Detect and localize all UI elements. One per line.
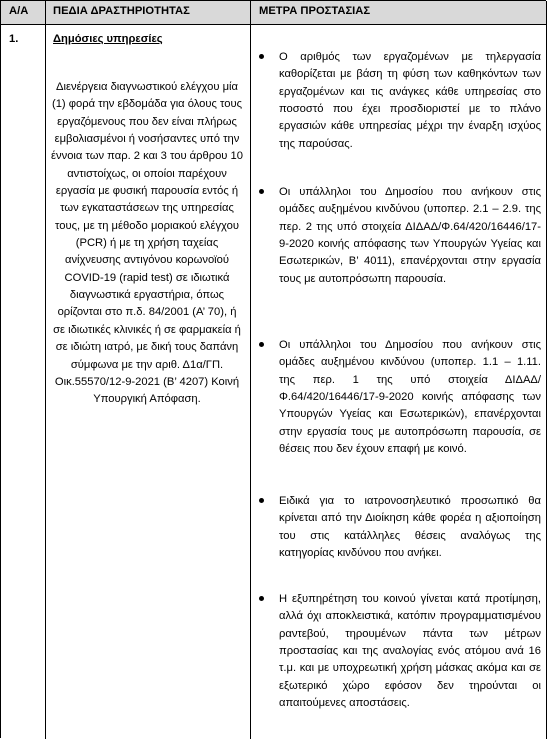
bullet-icon — [259, 342, 264, 347]
measure-text: Οι υπάλληλοι του Δημοσίου που ανήκουν στις ομάδες αυξημένου κινδύνου (υποπερ. 2.1 – 2.9. της περ. 2 της υπό στοιχεία ΔΙΔΑΔ/Φ.64/420/16446/17-9-2020 κοινής απόφασης των Υπουργών Υγείας και Εσωτερικών, Β’ 4011), επανέρχονται στην εργασία τους με αυτοπρόσωπη παρουσία. — [279, 186, 541, 285]
bullet-icon — [259, 498, 264, 503]
measure-item — [259, 184, 541, 288]
measure-item — [259, 493, 541, 562]
measure-text: Ο αριθμός των εργαζομένων με τηλεργασία καθορίζεται με βάση τη φύση των καθηκόντων των εργαζομένων και τις ανάγκες κάθε υπηρεσίας στο ποσοστό που έχει προσδιοριστεί με το πλάνο εργασιών κάθε υπηρεσίας μέχρι την έναρξη ισχύος της παρούσας. — [279, 51, 541, 150]
measure-item — [259, 337, 541, 458]
column-divider-2 — [250, 1, 251, 739]
bullet-icon — [259, 54, 264, 59]
bullet-icon — [259, 189, 264, 194]
measure-item — [259, 49, 541, 153]
header-activity-fields: ΠΕΔΙΑ ΔΡΑΣΤΗΡΙΟΤΗΤΑΣ — [53, 5, 190, 17]
row-number: 1. — [9, 33, 19, 45]
measure-text: Οι υπάλληλοι του Δημοσίου που ανήκουν στις ομάδες αυξημένου κινδύνου (υποπερ. 1.1 – 1.11. της περ. 1 της υπό στοιχεία ΔΙΔΑΔ/Φ.64/420/16446/17-9-2020 κοινής απόφασης των Υπουργών Υγείας και Εσωτερικών), επανέρχονται στην εργασία τους με αυτοπρόσωπη παρουσία, σε θέσεις που δεν έχουν επαφή με κοινό. — [279, 339, 541, 456]
header-protection-measures: ΜΕΤΡΑ ΠΡΟΣΤΑΣΙΑΣ — [259, 5, 371, 17]
table-header — [1, 1, 547, 25]
measure-item — [259, 591, 541, 712]
measure-text: Ειδικά για το ιατρονοσηλευτικό προσωπικό θα κρίνεται από την Διοίκηση κάθε φορέα η αξιοποίηση του στις κατάλληλες θέσεις αναλόγως της κατηγορίας κινδύνου που ανήκει. — [279, 495, 541, 560]
row-description: Διενέργεια διαγνωστικού ελέγχου μία (1) φορά την εβδομάδα για όλους τους εργαζόμενους που δεν είναι πλήρως εμβολιασμένοι ή νοσήσαντες υπό την έννοια των παρ. 2 και 3 του άρθρου 10 αντιστοίχως, οι οποίοι παρέχουν εργασία με φυσική παρουσία εντός ή των εγκαταστάσεων της υπηρεσίας τους, με τη μέθοδο μοριακού ελέγχου (PCR) ή με τη χρήση ταχείας ανίχνευσης αντιγόνου κορωνοϊού COVID-19 (rapid test) σε ιδιωτικά διαγνωστικά εργαστήρια, όπως ορίζονται στο π.δ. 84/2001 (Α’ 70), ή σε ιδιωτικές κλινικές ή σε φαρμακεία ή σε ιδιώτη ιατρό, με δική τους δαπάνη σύμφωνα με την αριθ. Δ1α/ΓΠ. Οικ.55570/12-9-2021 (Β’ 4207) Κοινή Υπουργική Απόφαση. — [51, 81, 243, 406]
bullet-icon — [259, 596, 264, 601]
header-number: Α/Α — [9, 5, 29, 17]
column-divider-1 — [45, 1, 46, 739]
row-title: Δημόσιες υπηρεσίες — [53, 33, 163, 45]
measure-text: Η εξυπηρέτηση του κοινού γίνεται κατά προτίμηση, αλλά όχι αποκλειστικά, κατόπιν προγραμματισμένου ραντεβού, τηρουμένων πάντα των μέτρων προστασίας και της αναλογίας ενός ατόμου ανά 16 τ.μ. και με υποχρεωτική χρήση μάσκας ακόμα και σε εξωτερικό χώρο εφόσον δεν τηρούνται οι απαιτούμενες αποστάσεις. — [279, 593, 541, 710]
